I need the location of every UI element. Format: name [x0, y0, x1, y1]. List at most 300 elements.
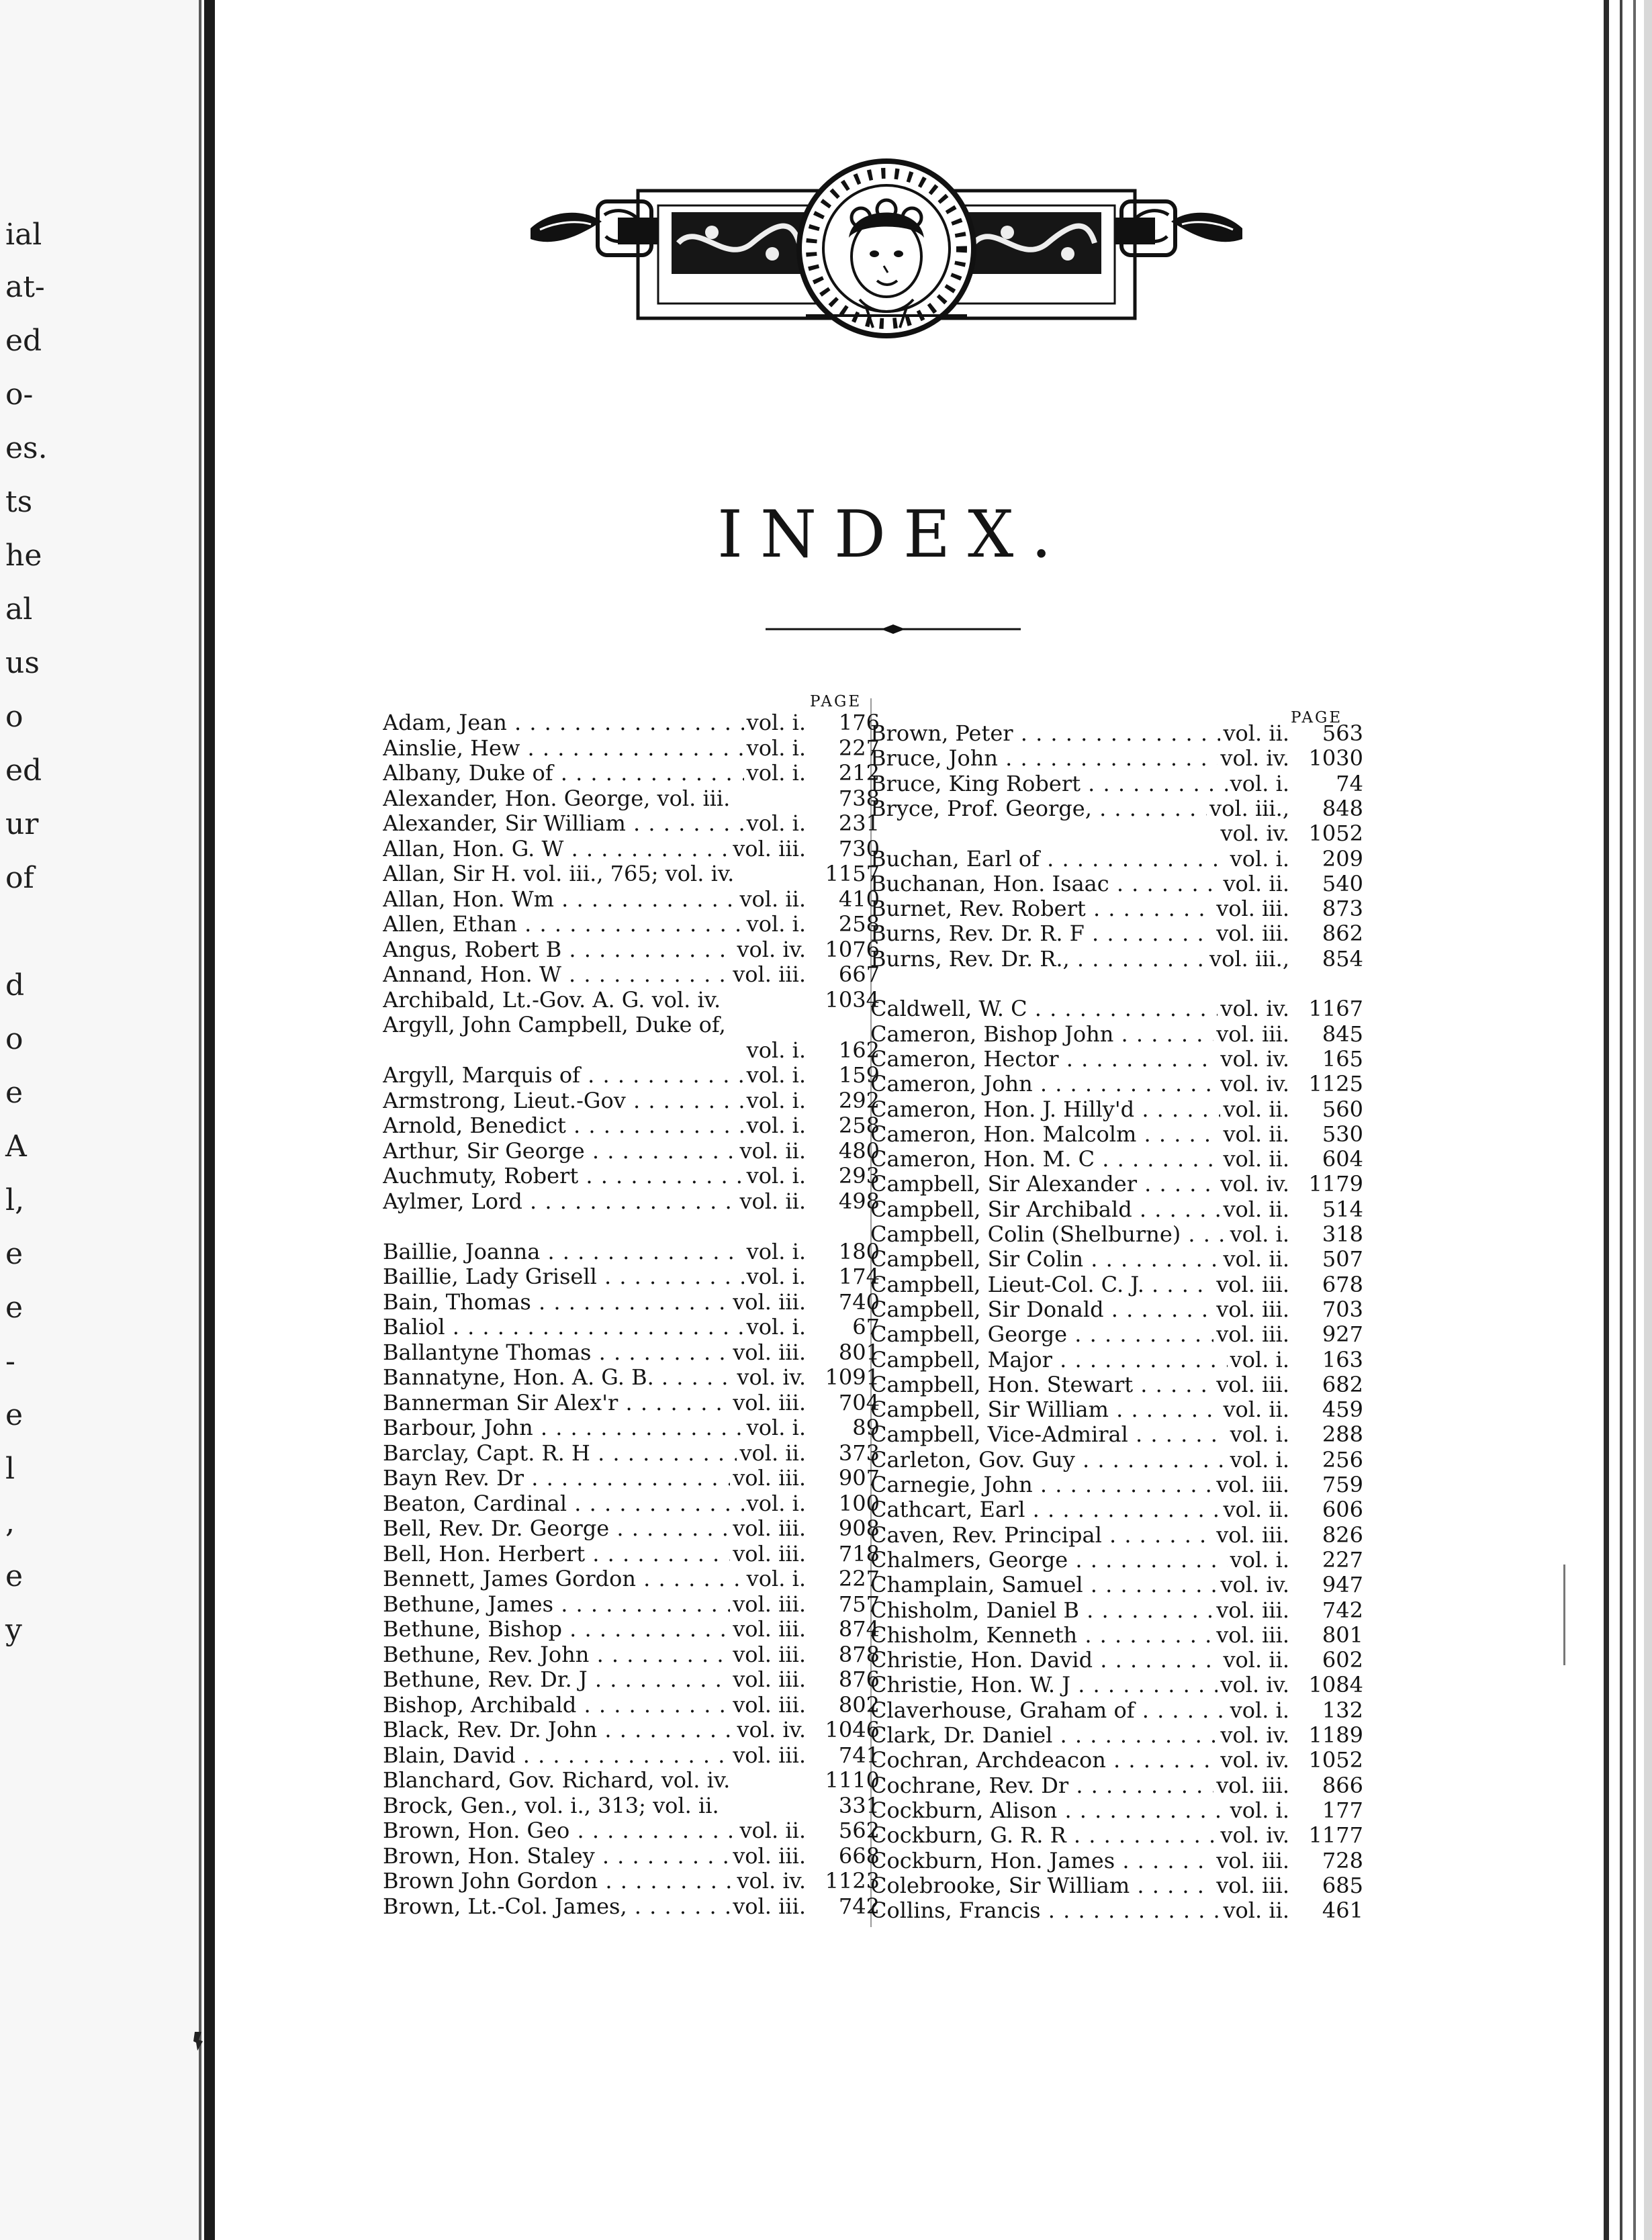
page-edge-shadow: [1644, 0, 1652, 2240]
index-entry: [383, 1466, 880, 1490]
entry-name: Bishop, Archibald . . .: [383, 1693, 806, 1717]
entry-volume: vol. i.: [1228, 847, 1289, 871]
entry-name: Clark, Dr. Daniel . . .: [870, 1723, 1289, 1747]
entry-name: Bethune, Bishop . . .: [383, 1617, 806, 1641]
previous-page-fragment: he: [5, 539, 42, 573]
cherub-headpiece-ornament: [517, 148, 1256, 363]
entry-page-number: 604: [1322, 1147, 1363, 1172]
previous-page-fragment: of: [5, 861, 34, 895]
entry-volume: vol. ii.: [1220, 1097, 1289, 1121]
index-entry: [383, 1391, 880, 1415]
index-entry: [870, 1322, 1363, 1346]
index-entry: [870, 1849, 1363, 1873]
entry-name: Cameron, John . . .: [870, 1072, 1289, 1096]
entry-name: Colebrooke, Sir William . . .: [870, 1873, 1289, 1898]
entry-name: Allan, Hon. Wm . . .: [383, 887, 806, 911]
entry-volume: vol. i.: [744, 1063, 806, 1087]
entry-page-number: 1177: [1308, 1823, 1363, 1848]
entry-page-number: 89: [852, 1415, 880, 1440]
entry-name: Cockburn, Alison . . .: [870, 1798, 1289, 1822]
index-entry: [870, 996, 1363, 1021]
entry-name: Campbell, Hon. Stewart . . .: [870, 1372, 1289, 1397]
entry-page-number: 740: [838, 1289, 880, 1314]
index-entry: [870, 1272, 1363, 1297]
previous-page-fragment: e: [5, 1398, 24, 1432]
entry-name: Cockburn, G. R. R . . .: [870, 1823, 1289, 1847]
index-entry: [383, 1113, 880, 1137]
entry-name: Adam, Jean . . .: [383, 710, 806, 735]
entry-page-number: 74: [1336, 771, 1363, 796]
entry-page-number: 1052: [1308, 1748, 1363, 1773]
index-entry: [870, 847, 1363, 871]
entry-volume: vol. iv.: [1218, 1573, 1289, 1597]
index-entry: [383, 786, 880, 810]
entry-volume: vol. iv.: [734, 1365, 806, 1389]
index-entry: [383, 1290, 880, 1314]
index-entry: [870, 1222, 1363, 1246]
entry-page-number: 162: [838, 1037, 880, 1062]
entry-name: Campbell, Colin (Shelburne) . . .: [870, 1222, 1289, 1246]
entry-volume: vol. iii.: [1213, 1873, 1289, 1898]
entry-page-number: 845: [1322, 1021, 1363, 1046]
entry-page-number: 848: [1322, 796, 1363, 821]
entry-page-number: 704: [838, 1390, 880, 1415]
entry-page-number: 1125: [1308, 1072, 1363, 1096]
entry-volume: vol. i.: [744, 736, 806, 760]
entry-volume: vol. ii.: [1220, 1397, 1289, 1421]
page-edge-line: [1633, 0, 1636, 2240]
index-entry: [383, 1088, 880, 1113]
entry-name: Argyll, John Campbell, Duke of,: [383, 1013, 726, 1037]
entry-page-number: 410: [838, 886, 880, 911]
entry-volume: vol. iii.: [1213, 1372, 1289, 1397]
entry-volume: vol. iii.: [1213, 1773, 1289, 1798]
entry-page-number: 1052: [1308, 821, 1363, 846]
previous-page-fragment: d: [5, 968, 25, 1002]
entry-page-number: 718: [838, 1541, 880, 1566]
entry-name: Barbour, John . . .: [383, 1415, 806, 1440]
entry-name: Armstrong, Lieut.-Gov . . .: [383, 1088, 806, 1113]
entry-page-number: 212: [838, 761, 880, 785]
index-entry: [870, 1573, 1363, 1597]
index-entry: [383, 1718, 880, 1742]
index-entry: [383, 937, 880, 962]
entry-volume: vol. iii.: [730, 1617, 806, 1641]
entry-page-number: 742: [1322, 1597, 1363, 1622]
entry-name: Albany, Duke of . . .: [383, 761, 806, 785]
index-entry: [383, 1415, 880, 1440]
entry-page-number: 741: [838, 1742, 880, 1767]
entry-volume: vol. iv.: [734, 1718, 806, 1742]
entry-name: Baillie, Lady Grisell . . .: [383, 1264, 806, 1289]
entry-name: Claverhouse, Graham of . . .: [870, 1698, 1289, 1722]
previous-page-fragment: y: [5, 1613, 22, 1647]
entry-page-number: 728: [1322, 1848, 1363, 1873]
entry-name: Allan, Hon. G. W . . .: [383, 837, 806, 861]
entry-page-number: 668: [838, 1843, 880, 1868]
entry-page-number: 540: [1322, 871, 1363, 896]
entry-volume: vol. iv.: [1218, 1723, 1289, 1747]
entry-volume: vol. ii.: [1220, 872, 1289, 896]
entry-volume: vol. iii.: [1213, 1022, 1289, 1046]
entry-page-number: 878: [838, 1642, 880, 1667]
entry-name: Bethune, James . . .: [383, 1592, 806, 1616]
entry-page-number: 373: [838, 1440, 880, 1465]
entry-volume: vol. iii.: [1213, 1523, 1289, 1547]
entry-volume: vol. i.: [744, 1088, 806, 1113]
index-entry: [870, 1598, 1363, 1622]
entry-name: Bayn Rev. Dr . . .: [383, 1466, 806, 1490]
index-entry: [870, 1197, 1363, 1221]
index-entry: [383, 1542, 880, 1566]
entry-page-number: 678: [1322, 1272, 1363, 1297]
entry-volume: vol. iv.: [1218, 746, 1289, 770]
previous-page-fragment: ial: [5, 218, 42, 252]
entry-volume: vol. i.: [744, 1113, 806, 1137]
entry-volume: vol. i.: [744, 1567, 806, 1591]
entry-name: Brown, Hon. Staley . . .: [383, 1844, 806, 1868]
index-entry: [383, 761, 880, 785]
index-entry: [870, 1497, 1363, 1522]
index-entry: [870, 1648, 1363, 1672]
entry-page-number: 866: [1322, 1773, 1363, 1798]
entry-name: Cameron, Bishop John . . .: [870, 1022, 1289, 1046]
previous-page-fragment: at-: [5, 270, 45, 304]
index-entry: [870, 1723, 1363, 1747]
entry-page-number: 177: [1322, 1798, 1363, 1822]
entry-volume: vol. i.: [744, 761, 806, 785]
previous-page-fragment: e: [5, 1237, 24, 1271]
entry-volume: vol. iii.: [730, 1844, 806, 1868]
previous-page-fragment: ,: [5, 1505, 15, 1540]
entry-volume: vol. i.: [744, 710, 806, 735]
entry-name: Archibald, Lt.-Gov. A. G. vol. iv.: [383, 987, 721, 1012]
entry-volume: vol. ii.: [1220, 1648, 1289, 1672]
entry-name: Cochrane, Rev. Dr . . .: [870, 1773, 1289, 1798]
index-entry: [383, 861, 880, 886]
index-entry: [383, 1894, 880, 1918]
entry-name: Burnet, Rev. Robert . . .: [870, 896, 1289, 921]
index-entry: [870, 1022, 1363, 1046]
index-entry: [383, 710, 880, 735]
entry-name: Cameron, Hon. Malcolm . . .: [870, 1122, 1289, 1146]
entry-page-number: 757: [838, 1591, 880, 1616]
previous-page-text-fragments: [0, 0, 201, 2240]
entry-name: Brown, Hon. Geo . . .: [383, 1818, 806, 1842]
entry-page-number: 606: [1322, 1497, 1363, 1522]
entry-name: Ballantyne Thomas . . .: [383, 1340, 806, 1364]
entry-page-number: 498: [838, 1188, 880, 1213]
entry-volume: vol. ii.: [1220, 1247, 1289, 1271]
entry-name: Auchmuty, Robert . . .: [383, 1164, 806, 1188]
entry-page-number: 256: [1322, 1447, 1363, 1472]
entry-name: Chisholm, Kenneth . . .: [870, 1623, 1289, 1647]
page-edge-line: [1620, 0, 1622, 2240]
entry-name: Bell, Rev. Dr. George . . .: [383, 1516, 806, 1540]
index-entry: [383, 1743, 880, 1767]
entry-name: Baillie, Joanna . . .: [383, 1240, 806, 1264]
entry-volume: vol. ii.: [737, 1189, 806, 1213]
previous-page-edge: [0, 0, 210, 2240]
index-entry: [383, 1844, 880, 1868]
entry-name: Campbell, Lieut-Col. C. J. . . .: [870, 1272, 1289, 1297]
entry-volume: vol. ii.: [737, 1441, 806, 1465]
index-entry: [383, 1516, 880, 1540]
previous-page-fragment: o: [5, 700, 24, 734]
index-entry: [383, 1667, 880, 1691]
index-entry: [383, 988, 880, 1012]
index-entry: [383, 1240, 880, 1264]
entry-name: Argyll, Marquis of . . .: [383, 1063, 806, 1087]
entry-name: Angus, Robert B . . .: [383, 937, 806, 962]
entry-volume: vol. iii.: [1213, 1623, 1289, 1647]
index-entry: [870, 1448, 1363, 1472]
entry-volume: vol. iii.: [1213, 896, 1289, 921]
index-entry: [870, 1372, 1363, 1397]
previous-page-fragment: ur: [5, 807, 39, 841]
index-entry: [870, 746, 1363, 770]
entry-page-number: 227: [838, 1567, 880, 1591]
index-entry: [870, 1247, 1363, 1271]
entry-volume: vol. iii.: [1213, 1297, 1289, 1321]
entry-page-number: 514: [1322, 1197, 1363, 1221]
entry-volume: vol. iii.: [730, 1516, 806, 1540]
entry-name: Buchan, Earl of . . .: [870, 847, 1289, 871]
entry-page-number: 874: [838, 1617, 880, 1641]
previous-page-fragment: ed: [5, 753, 42, 788]
title-rule-ornament: [766, 619, 1021, 639]
entry-name: Allan, Sir H. vol. iii., 765; vol. iv.: [383, 861, 735, 886]
index-entry: [383, 1038, 880, 1062]
entry-name: Allen, Ethan . . .: [383, 912, 806, 936]
entry-volume: vol. iv.: [1218, 996, 1289, 1021]
entry-volume: vol. i.: [1228, 772, 1289, 796]
entry-name: Champlain, Samuel . . .: [870, 1573, 1289, 1597]
entry-name: Bannerman Sir Alex'r . . .: [383, 1391, 806, 1415]
index-entry: [383, 1214, 880, 1238]
entry-volume: vol. iii.,: [1207, 796, 1289, 821]
entry-page-number: 667: [838, 962, 880, 986]
entry-volume: vol. i.: [1228, 1798, 1289, 1822]
index-entry: [870, 1348, 1363, 1372]
entry-volume: vol. iii.: [730, 837, 806, 861]
index-entry: [383, 1793, 880, 1818]
index-entry: [870, 1172, 1363, 1196]
entry-name: Baliol . . .: [383, 1315, 806, 1339]
gutter-mark: [192, 2031, 204, 2052]
index-entry: [383, 1818, 880, 1842]
entry-name: Campbell, Vice-Admiral . . .: [870, 1422, 1289, 1446]
index-entry: [383, 1592, 880, 1616]
index-entry: [870, 1873, 1363, 1898]
entry-name: Campbell, Major . . .: [870, 1348, 1289, 1372]
index-entry: [870, 1072, 1363, 1096]
entry-page-number: 180: [838, 1239, 880, 1264]
index-entry: [870, 921, 1363, 945]
entry-name: Christie, Hon. W. J . . .: [870, 1673, 1289, 1697]
entry-name: Chisholm, Daniel B . . .: [870, 1598, 1289, 1622]
binding-gutter: [204, 0, 215, 2240]
entry-page-number: 908: [838, 1516, 880, 1540]
entry-name: Cameron, Hon. J. Hilly'd . . .: [870, 1097, 1289, 1121]
entry-name: Brown, Peter . . .: [870, 721, 1289, 745]
entry-name: Cathcart, Earl . . .: [870, 1497, 1289, 1522]
entry-name: Bryce, Prof. George, . . .: [870, 796, 1289, 821]
entry-volume: vol. iii.: [730, 1290, 806, 1314]
entry-name: Barclay, Capt. R. H . . .: [383, 1441, 806, 1465]
entry-name: Beaton, Cardinal . . .: [383, 1491, 806, 1515]
entry-page-number: 801: [1322, 1622, 1363, 1647]
entry-volume: vol. iii.: [1213, 1272, 1289, 1297]
previous-page-fragment: l,: [5, 1183, 25, 1217]
entry-page-number: 176: [838, 710, 880, 735]
entry-page-number: 163: [1322, 1347, 1363, 1372]
entry-name: Bain, Thomas . . .: [383, 1290, 806, 1314]
entry-volume: vol. ii.: [737, 1139, 806, 1163]
entry-name: Campbell, Sir Colin . . .: [870, 1247, 1289, 1271]
entry-page-number: 293: [838, 1164, 880, 1188]
index-entry: [870, 1097, 1363, 1121]
entry-page-number: 1091: [825, 1365, 880, 1389]
entry-name: Brock, Gen., vol. i., 313; vol. ii.: [383, 1793, 719, 1818]
entry-volume: vol. i.: [744, 811, 806, 835]
entry-volume: vol. ii.: [1220, 1497, 1289, 1522]
entry-page-number: 801: [838, 1340, 880, 1364]
entry-volume: vol. iii.: [1213, 1849, 1289, 1873]
entry-page-number: 258: [838, 1113, 880, 1137]
entry-volume: vol. iv.: [1218, 1172, 1289, 1196]
entry-volume: vol. i.: [744, 1038, 806, 1062]
entry-page-number: 802: [838, 1692, 880, 1717]
index-entry: [383, 1063, 880, 1087]
entry-page-number: 1046: [825, 1718, 880, 1742]
entry-page-number: 258: [838, 912, 880, 936]
entry-name: Campbell, Sir William . . .: [870, 1397, 1289, 1421]
entry-volume: vol. iii.: [1213, 921, 1289, 945]
page-edge-line: [1604, 0, 1609, 2240]
entry-volume: vol. i.: [1228, 1548, 1289, 1572]
entry-name: Blain, David . . .: [383, 1743, 806, 1767]
index-entry: [383, 1617, 880, 1641]
index-entry: [383, 1768, 880, 1792]
entry-name: Caldwell, W. C . . .: [870, 996, 1289, 1021]
entry-volume: vol. iii.: [730, 1667, 806, 1691]
entry-page-number: 562: [838, 1818, 880, 1842]
index-entry: [870, 1798, 1363, 1822]
page-column-label-right: PAGE: [1291, 709, 1343, 727]
entry-name: Brown John Gordon . . .: [383, 1869, 806, 1893]
gutter-shadow: [199, 0, 201, 2240]
index-entry: [383, 1693, 880, 1717]
index-entry: [870, 972, 1363, 996]
index-entry: [870, 1297, 1363, 1321]
previous-page-fragment: al: [5, 592, 33, 626]
index-entry: [383, 912, 880, 936]
page-edge-mark: [1563, 1565, 1565, 1665]
entry-volume: vol. iii.,: [1207, 947, 1289, 971]
entry-volume: vol. ii.: [737, 887, 806, 911]
previous-page-fragment: A: [5, 1129, 27, 1164]
entry-volume: vol. iii.: [730, 1466, 806, 1490]
entry-name: Christie, Hon. David . . .: [870, 1648, 1289, 1672]
entry-name: Collins, Francis . . .: [870, 1898, 1289, 1922]
index-entry: [383, 1491, 880, 1515]
index-entry: [870, 1422, 1363, 1446]
entry-name: Bruce, John . . .: [870, 746, 1289, 770]
entry-name: Cochran, Archdeacon . . .: [870, 1748, 1289, 1772]
index-entry: [383, 1340, 880, 1364]
index-entry: [870, 947, 1363, 971]
index-entry: [383, 1869, 880, 1893]
entry-page-number: 227: [1322, 1547, 1363, 1572]
entry-volume: vol. i.: [1228, 1222, 1289, 1246]
entry-page-number: 67: [852, 1315, 880, 1339]
index-entry: [383, 1441, 880, 1465]
entry-page-number: 1034: [825, 987, 880, 1012]
index-entry: [870, 1748, 1363, 1772]
index-entry: [383, 887, 880, 911]
entry-name: Cameron, Hector . . .: [870, 1047, 1289, 1071]
index-entry: [870, 1473, 1363, 1497]
entry-volume: vol. iii.: [730, 962, 806, 986]
index-entry: [870, 1898, 1363, 1922]
entry-page-number: 1123: [825, 1869, 880, 1893]
entry-page-number: 1076: [825, 937, 880, 962]
index-entry: [383, 1567, 880, 1591]
entry-page-number: 480: [838, 1138, 880, 1163]
index-entry: [870, 1673, 1363, 1697]
entry-volume: vol. i.: [744, 1240, 806, 1264]
entry-name: Burns, Rev. Dr. R., . . .: [870, 947, 1289, 971]
entry-page-number: 100: [838, 1491, 880, 1515]
entry-page-number: 132: [1322, 1697, 1363, 1722]
entry-page-number: 873: [1322, 896, 1363, 921]
index-entry: [383, 962, 880, 986]
entry-volume: vol. ii.: [1220, 1197, 1289, 1221]
entry-volume: vol. i.: [1228, 1348, 1289, 1372]
entry-volume: vol. i.: [1228, 1448, 1289, 1472]
index-entry: [870, 1397, 1363, 1421]
previous-page-fragment: es.: [5, 431, 48, 465]
page-column-label-left: PAGE: [810, 693, 862, 710]
index-entry: [383, 1264, 880, 1289]
entry-page-number: 174: [838, 1264, 880, 1289]
index-entry: [383, 1365, 880, 1389]
previous-page-fragment: e: [5, 1291, 24, 1325]
entry-name: Annand, Hon. W . . .: [383, 962, 806, 986]
previous-page-fragment: e: [5, 1559, 24, 1593]
entry-name: Bell, Hon. Herbert . . .: [383, 1542, 806, 1566]
entry-name: Bethune, Rev. John . . .: [383, 1642, 806, 1667]
index-entry: [870, 1698, 1363, 1722]
entry-name: Alexander, Hon. George, vol. iii.: [383, 786, 731, 810]
page-title: INDEX.: [717, 497, 1069, 572]
entry-page-number: 730: [838, 836, 880, 861]
entry-page-number: 1084: [1308, 1673, 1363, 1697]
entry-page-number: 927: [1322, 1322, 1363, 1347]
entry-page-number: 165: [1322, 1046, 1363, 1071]
index-entry: [383, 1164, 880, 1188]
entry-volume: vol. iii.: [1213, 1598, 1289, 1622]
index-entry: [870, 1147, 1363, 1171]
entry-name: Caven, Rev. Principal . . .: [870, 1523, 1289, 1547]
entry-volume: vol. ii.: [1220, 1147, 1289, 1171]
entry-name: Bannatyne, Hon. A. G. B. . . .: [383, 1365, 806, 1389]
previous-page-fragment: o-: [5, 377, 34, 412]
previous-page-fragment: l: [5, 1452, 15, 1486]
entry-volume: vol. i.: [744, 1491, 806, 1515]
entry-page-number: 560: [1322, 1096, 1363, 1121]
